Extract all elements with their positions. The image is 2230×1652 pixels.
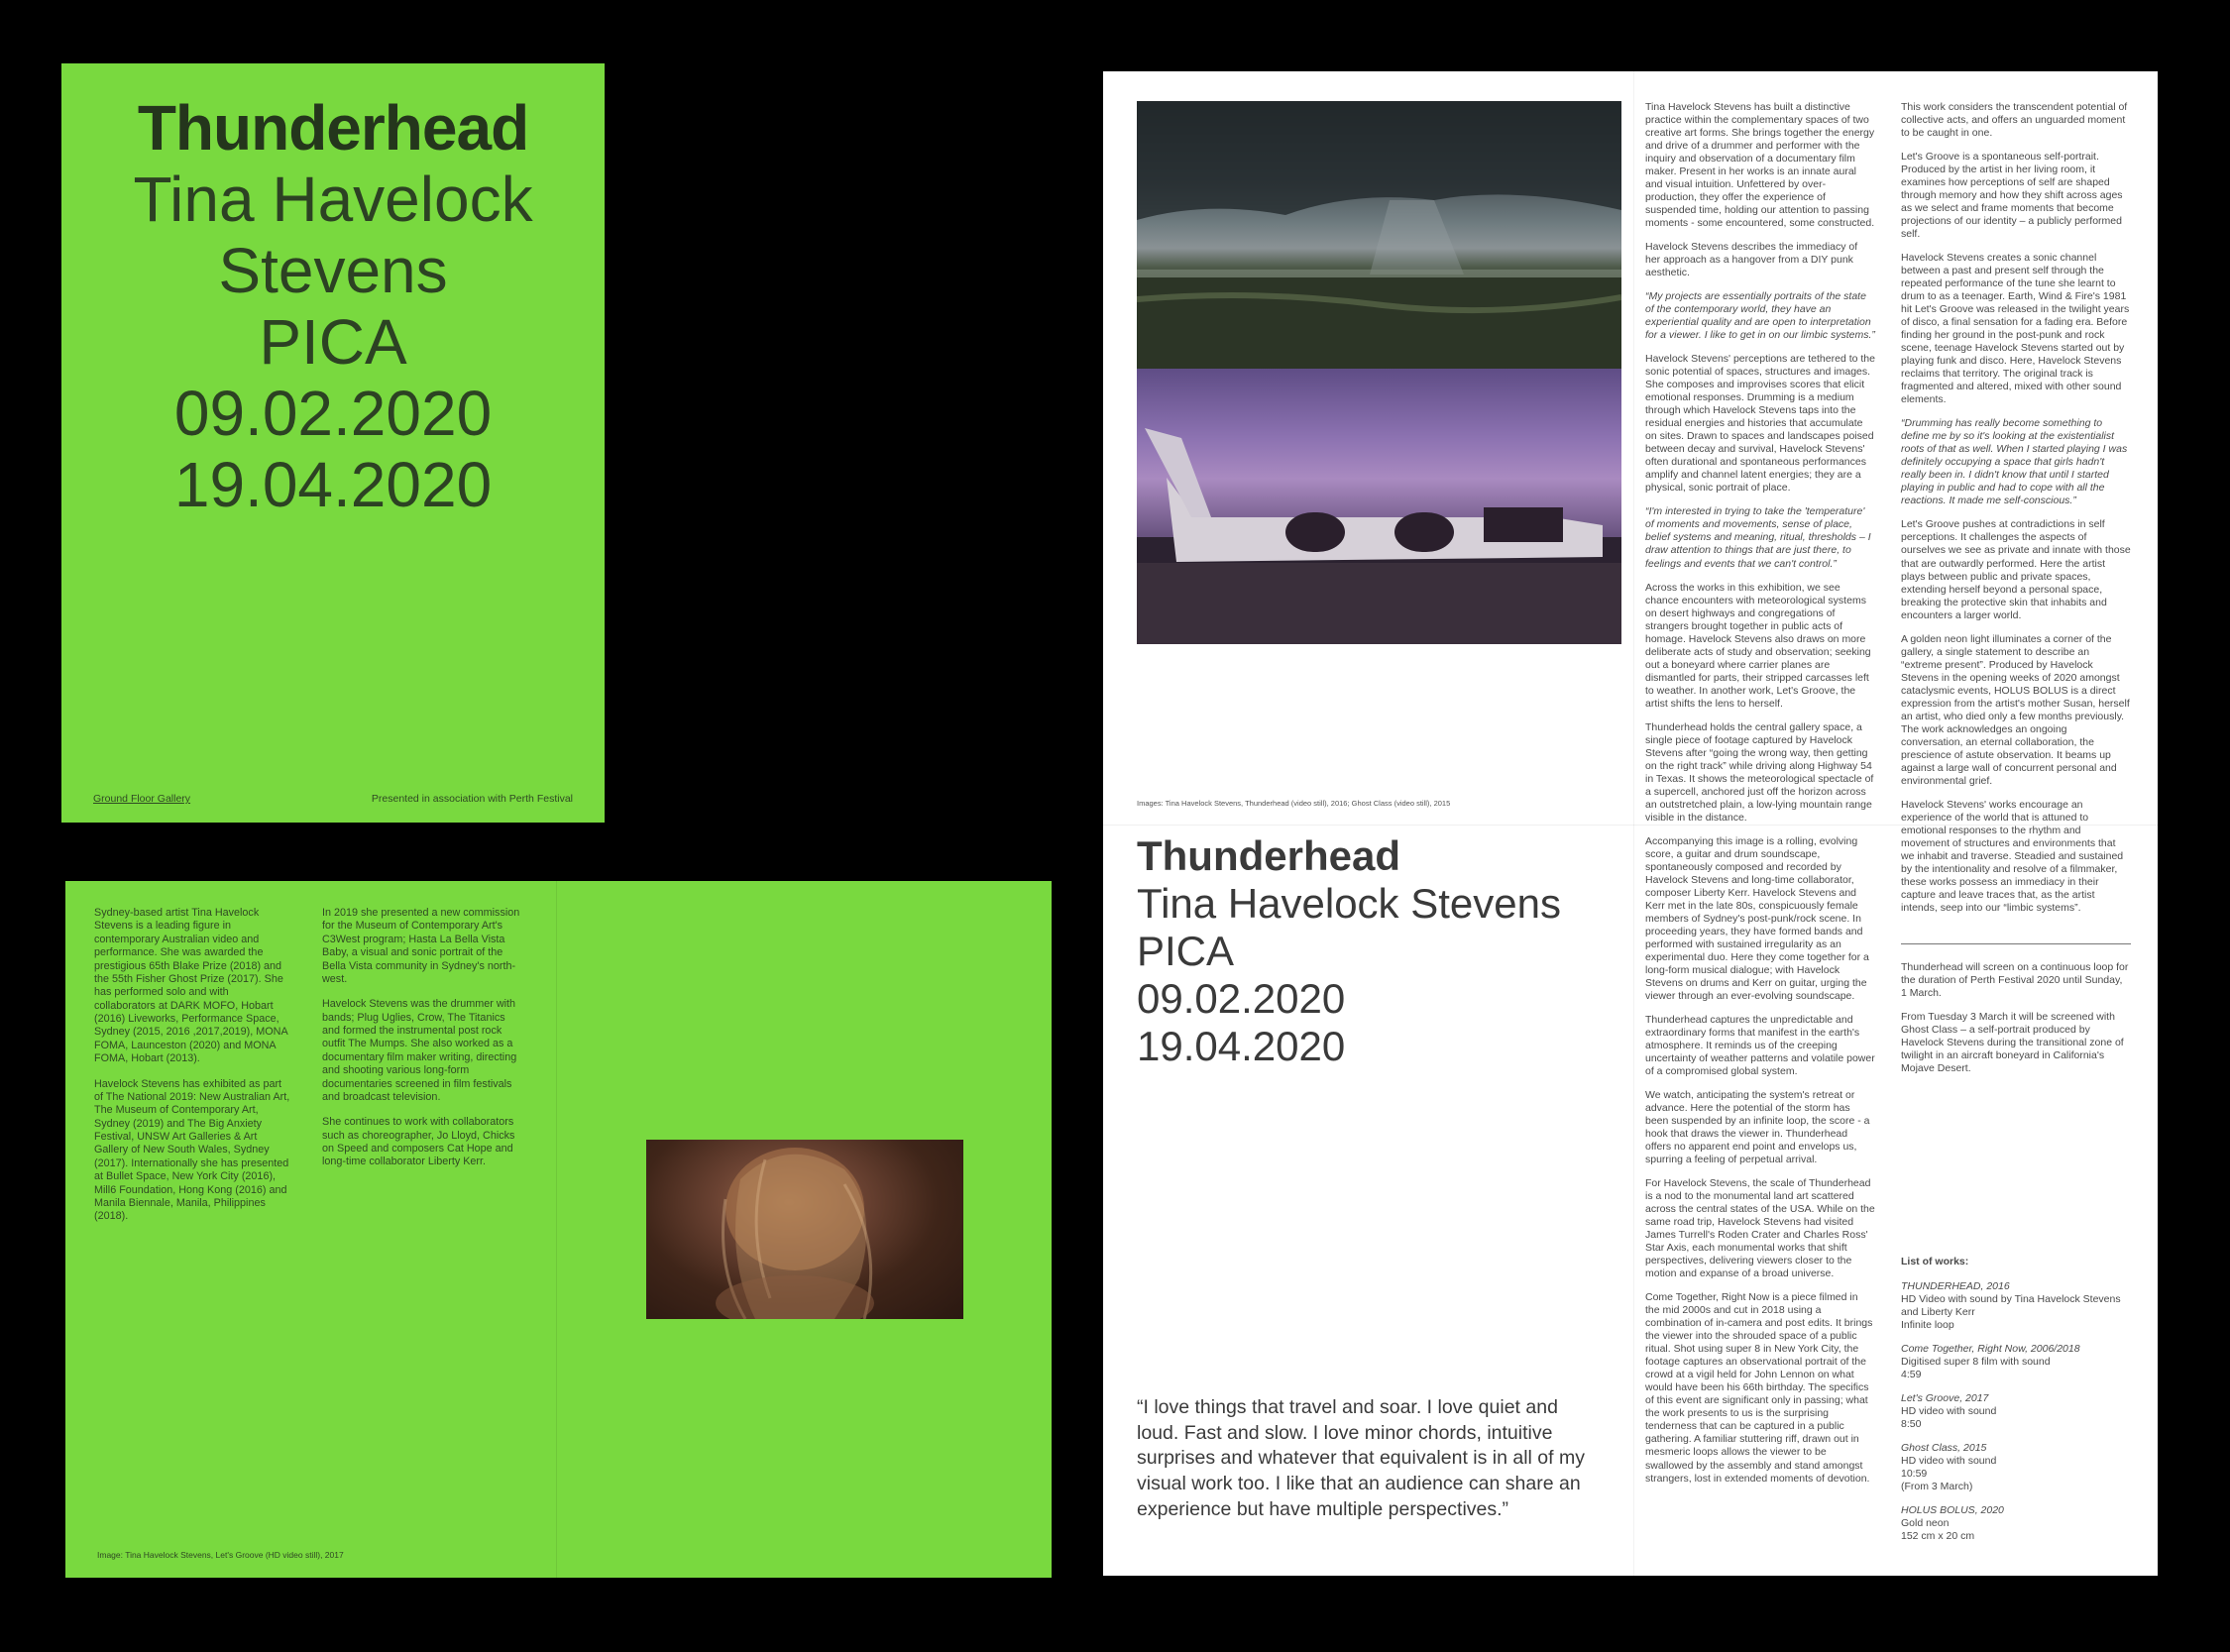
- essay-paragraph: This work considers the transcendent potential of collective acts, and offers an unguarded moment to be caught in one.: [1901, 101, 2128, 140]
- list-of-works: [1901, 1256, 2131, 1554]
- work-detail: Gold neon: [1901, 1517, 1950, 1530]
- thunderhead-video-still: [1137, 101, 1621, 369]
- work-title: Ghost Class, 2015: [1901, 1442, 1987, 1455]
- essay-paragraph: Let's Groove is a spontaneous self-portrait. Produced by the artist in her living room, it examines how perceptions of self are shaped through memory and how they shift across ages as we select and frame moments that become projections of our identity – a publicly performed self.: [1901, 151, 2123, 241]
- essay-paragraph: Thunderhead holds the central gallery space, a single piece of footage captured by Havelock Stevens after “going the wrong way, then getting on the right track” while driving along Highway 54 in Texas. It shows the meteorological spectacle of a supercell, anchored just off the horizon across an outstretched plain, a low-lying mountain range visible in the distance.: [1645, 720, 1874, 824]
- works-heading: List of works:: [1901, 1256, 1969, 1267]
- cover-footer-right: Presented in association with Perth Festival: [371, 793, 573, 805]
- bio-column-2: [322, 907, 520, 1181]
- work-detail: HD Video with sound by Tina Havelock Stevens and Liberty Kerr: [1901, 1293, 2121, 1319]
- work-detail: 4:59: [1901, 1369, 1922, 1381]
- essay-quote: “My projects are essentially portraits of the state of the contemporary world, they have an experiential quality and are open to interpretation for a viewer. I like to get in on our limbic systems.”: [1645, 290, 1875, 342]
- essay-paragraph: Let's Groove pushes at contradictions in self perceptions. It challenges the aspects of ourselves we see as private and innate with those that are outwardly performed. Here the artist plays between public and private spaces, extending herself beyond a personal space, breaking the protective skin that inhabits and encounters a larger world.: [1901, 518, 2131, 621]
- cover-artist-line1: Tina Havelock: [133, 164, 533, 235]
- artist-quote: “I love things that travel and soar. I love quiet and loud. Fast and slow. I love minor chords, intuitive surprises and whatever that equivalent is in all of my visual work too. I like that an audience can share an experience but have multiple perspectives.”: [1137, 1396, 1585, 1520]
- cover-date-end: 19.04.2020: [173, 449, 493, 520]
- work-item: [1901, 1442, 2131, 1493]
- essay-paragraph: A golden neon light illuminates a corner of the gallery, a single statement to describe an “extreme present”. Produced by Havelock Stevens in the opening weeks of 2020 amongst cataclysmic events, HOLUS BOLUS is a direct expression from the artist's mother Susan, herself an artist, who died only a few months previously. The work acknowledges an ongoing conversation, an eternal collaboration, the prescience of astute observation. It beams up against a large wall of concurrent personal and environmental grief.: [1901, 632, 2130, 787]
- bio-image-caption: Image: Tina Havelock Stevens, Let's Groove (HD video still), 2017: [97, 1550, 344, 1560]
- essay-paragraph: Havelock Stevens describes the immediacy of her approach as a hangover from a DIY punk aesthetic.: [1645, 241, 1858, 279]
- sheet-title: Thunderhead: [1137, 832, 1401, 879]
- bio-column-1: [94, 907, 292, 1236]
- work-detail: Digitised super 8 film with sound: [1901, 1356, 2051, 1369]
- work-detail: HD video with sound: [1901, 1455, 1997, 1468]
- work-item: [1901, 1280, 2131, 1332]
- essay-paragraph: Come Together, Right Now is a piece filmed in the mid 2000s and cut in 2018 using a combination of in-camera and post edits. It brings the viewer into the shrouded space of a public ritual. Shot using super 8 in New York City, the footage captures an observational portrait of the crowd at a vigil held for John Lennon on what would have been his 66th birthday. The specifics of this event are significant only in passing; what the work presents to us is the surprising tenderness that can be captured in a public gathering. A familiar stuttering riff, drawn out in mesmeric loops allows the viewer to be swallowed by the assembly and stand amongst strangers, lost in extended moments of devotion.: [1645, 1291, 1873, 1485]
- essay-paragraph: Thunderhead captures the unpredictable and extraordinary forms that manifest in the earth's atmosphere. It reminds us of the creeping uncertainty of weather patterns and volatile power of a compromised global system.: [1645, 1014, 1875, 1078]
- work-title: Let's Groove, 2017: [1901, 1392, 1989, 1405]
- cover-artist-line2: Stevens: [218, 235, 448, 306]
- essay-paragraph: Tina Havelock Stevens has built a distinctive practice within the complementary spaces of two creative art forms. She brings together the energy and drive of a drummer and performer with the inquiry and observation of a documentary film maker. Present in her works is an innate aural and visual intuition. Unfettered by over-production, they offer the experience of suspended time, holding our attention to passing moments - some encountered, some constructed.: [1645, 101, 1875, 230]
- essay-column-3: [1901, 101, 2131, 926]
- essay-paragraph: Havelock Stevens creates a sonic channel between a past and present self through the repeated performance of the tune she learnt to drum to as a teenager. Earth, Wind & Fire's 1981 hit Let's Groove was released in the twilight years of disco, a final sensation for a fading era. Before finding her ground in the post-punk and rock scene, teenage Havelock Stevens started out by playing funk and disco. Here, Havelock Stevens reclaims that territory. The original track is fragmented and altered, mixed with other sound elements.: [1901, 252, 2130, 406]
- sheet-artist: Tina Havelock Stevens: [1137, 880, 1561, 927]
- divider: [1901, 943, 2131, 944]
- sheet-date-end: 19.04.2020: [1137, 1023, 1346, 1069]
- work-detail: 152 cm x 20 cm: [1901, 1530, 1975, 1543]
- work-detail: HD video with sound: [1901, 1405, 1997, 1418]
- essay-quote: “I'm interested in trying to take the 'temperature' of moments and movements, sense of place, belief systems and meaning, ritual, thresholds – I draw attention to things that are just there, to feelings and events that we can't control.”: [1645, 505, 1871, 570]
- work-detail: 10:59: [1901, 1468, 1928, 1481]
- screening-paragraph: From Tuesday 3 March it will be screened with Ghost Class – a self-portrait produced by Havelock Stevens during the transitional zone of twilight in an aircraft boneyard in California's Mojave Desert.: [1901, 1011, 2124, 1075]
- fold-line: [1633, 71, 1634, 1576]
- cover-footer-left: Ground Floor Gallery: [93, 793, 191, 805]
- bio-spread: [65, 881, 1052, 1578]
- cover-venue: PICA: [259, 306, 407, 378]
- essay-image-caption: Images: Tina Havelock Stevens, Thunderhead (video still), 2016; Ghost Class (video still), 2015: [1137, 799, 1451, 808]
- essay-paragraph: We watch, anticipating the system's retreat or advance. Here the potential of the storm has been suspended by an infinite loop, the score - a hook that draws the viewer in. Thunderhead offers no apparent end point and envelops us, spurring a feeling of perpetual arrival.: [1645, 1089, 1870, 1166]
- work-title: Come Together, Right Now, 2006/2018: [1901, 1343, 2080, 1356]
- ghost-class-video-still: [1137, 369, 1621, 644]
- work-detail: 8:50: [1901, 1418, 1922, 1431]
- essay-paragraph: Accompanying this image is a rolling, evolving score, a guitar and drum soundscape, spontaneously composed and recorded by Havelock Stevens and long-time collaborator, composer Liberty Kerr. Havelock Stevens and Kerr met in the late 80s, conspicuously female members of Sydney's post-punk/rock scene. In proceeding years, they have formed bands and performed with sustained irregularity as an experimental duo. Here they come together for a long-form musical dialogue; with Havelock Stevens on drums and Kerr on guitar, urging the viewer through an ever-evolving soundscape.: [1645, 834, 1869, 1002]
- bio-paragraph: She continues to work with collaborators such as choreographer, Jo Lloyd, Chicks on Speed and composers Cat Hope and long-time collaborator Liberty Kerr.: [322, 1116, 515, 1168]
- essay-sheet: [1103, 71, 2158, 1576]
- bio-paragraph: Havelock Stevens has exhibited as part of The National 2019: New Australian Art, The Museum of Contemporary Art, Sydney (2019) and The Big Anxiety Festival, UNSW Art Galleries & Art Gallery of New South Wales, Sydney (2017). Internationally she has presented at Bullet Space, New York City (2016), Mill6 Foundation, Hong Kong (2016) and Manila Biennale, Manila, Philippines (2018).: [94, 1077, 290, 1223]
- bio-paragraph: In 2019 she presented a new commission for the Museum of Contemporary Art's C3West program; Hasta La Bella Vista Baby, a visual and sonic portrait of the Bella Vista community in Sydney's north-west.: [322, 907, 520, 985]
- sheet-date-start: 09.02.2020: [1137, 975, 1346, 1022]
- cover-date-start: 09.02.2020: [173, 378, 493, 449]
- work-detail: Infinite loop: [1901, 1319, 1954, 1332]
- work-title: THUNDERHEAD, 2016: [1901, 1280, 2010, 1293]
- essay-paragraph: Havelock Stevens' works encourage an experience of the world that is attuned to emotional responses to the rhythm and movement of structures and environments that we inhabit and traverse. Steadied and sustained by the intentionality and resolve of a filmmaker, these works possess an immediacy in their capture and leave traces that, as the artist intends, seep into our “limbic systems”.: [1901, 798, 2124, 914]
- essay-paragraph: For Havelock Stevens, the scale of Thunderhead is a nod to the monumental land art scattered across the central states of the USA. While on the same road trip, Havelock Stevens had visited James Turrell's Roden Crater and Charles Ross' Star Axis, each monumental works that shift perspectives, delivering viewers closer to the motion and expanse of a broad universe.: [1645, 1177, 1875, 1280]
- bio-paragraph: Havelock Stevens was the drummer with bands; Plug Uglies, Crow, The Titanics and formed the instrumental post rock outfit The Mumps. She also worked as a documentary film maker writing, directing and shooting various long-form documentaries screened in film festivals and broadcast television.: [322, 998, 517, 1103]
- essay-paragraph: Havelock Stevens' perceptions are tethered to the sonic potential of spaces, structures and images. She composes and improvises scores that elicit emotional responses. Drumming is a medium through which Havelock Stevens taps into the residual energies and histories that accumulate on sites. Drawn to spaces and landscapes poised between decay and survival, Havelock Stevens' often durational and spontaneous performances amplify and channel latent energies; they are a physical, sonic portrait of place.: [1645, 353, 1875, 495]
- essay-column-2: [1645, 101, 1875, 1496]
- work-item: [1901, 1392, 2131, 1431]
- work-item: [1901, 1504, 2131, 1543]
- screening-paragraph: Thunderhead will screen on a continuous loop for the duration of Perth Festival 2020 until Sunday, 1 March.: [1901, 961, 2129, 1000]
- fold-line: [556, 881, 557, 1578]
- work-title: HOLUS BOLUS, 2020: [1901, 1504, 2004, 1517]
- screening-info: [1901, 961, 2131, 1086]
- work-detail: (From 3 March): [1901, 1481, 1973, 1493]
- cover-title: Thunderhead: [137, 92, 529, 164]
- cover-sheet: [61, 63, 605, 823]
- work-item: [1901, 1343, 2131, 1381]
- essay-quote: “Drumming has really become something to define me by so it's looking at the existentialist roots of that as well. When I started playing I was definitely occupying a space that girls hadn't really been in. I didn't know that until I started playing in public and had to cope with all the reactions. It made me self-conscious.”: [1901, 417, 2128, 507]
- bio-paragraph: Sydney-based artist Tina Havelock Stevens is a leading figure in contemporary Australian video and performance. She was awarded the prestigious 65th Blake Prize (2018) and the 55th Fisher Ghost Prize (2017). She has performed solo and with collaborators at DARK MOFO, Hobart (2016) Liveworks, Performance Space, Sydney (2015, 2016 ,2017,2019), MONA FOMA, Launceston (2020) and MONA FOMA, Hobart (2013).: [94, 907, 288, 1065]
- sheet-venue: PICA: [1137, 928, 1235, 974]
- essay-paragraph: Across the works in this exhibition, we see chance encounters with meteorological systems on desert highways and congregations of strangers brought together in public acts of homage. Havelock Stevens also draws on more deliberate acts of study and observation; seeking out a boneyard where carrier planes are dismantled for parts, their stripped carcasses left to weather. In another work, Let's Groove, the artist shifts the lens to herself.: [1645, 581, 1871, 710]
- lets-groove-video-still: [646, 1140, 963, 1319]
